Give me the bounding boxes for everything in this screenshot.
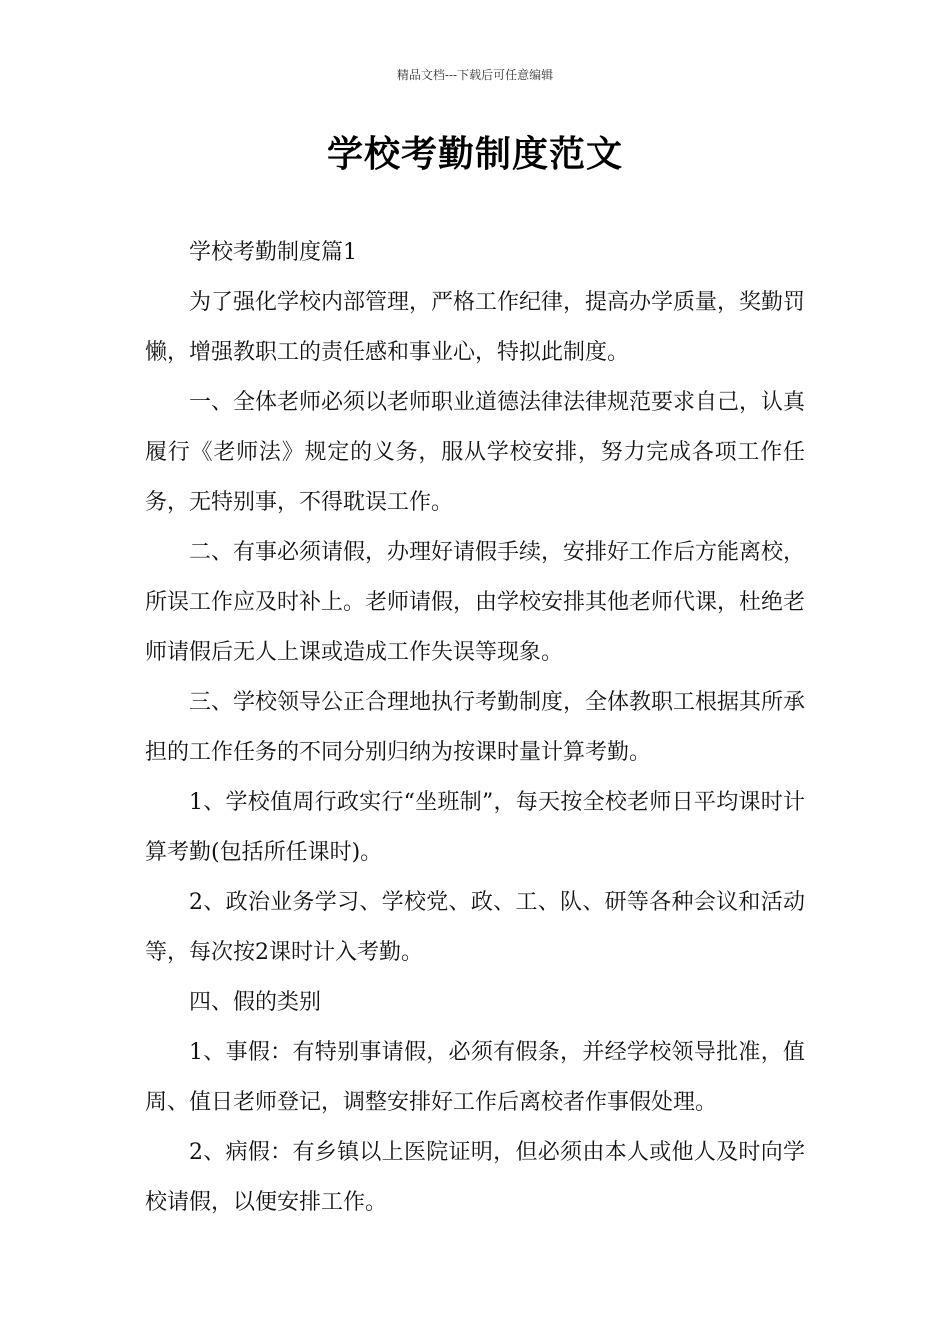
header-note: 精品文档---下载后可任意编辑 — [396, 68, 554, 82]
document-title: 学校考勤制度范文 — [326, 133, 623, 175]
paragraph: 2、病假：有乡镇以上医院证明，但必须由本人或他人及时向学校请假，以便安排工作。 — [145, 1140, 805, 1215]
paragraph: 三、学校领导公正合理地执行考勤制度，全体教职工根据其所承担的工作任务的不同分别归纳为按课时量计算考勤。 — [145, 690, 806, 765]
paragraph: 1、学校值周行政实行“坐班制”，每天按全校老师日平均课时计算考勤(包括所任课时)。 — [145, 790, 805, 865]
paragraph: 二、有事必须请假，办理好请假手续，安排好工作后方能离校，所误工作应及时补上。老师请假，由学校安排其他老师代课，杜绝老师请假后无人上课或造成工作失误等现象。 — [145, 540, 806, 665]
paragraph: 2、政治业务学习、学校党、政、工、队、研等各种会议和活动等，每次按2课时计入考勤。 — [145, 890, 805, 965]
document-body — [145, 228, 805, 1228]
section-heading: 四、假的类别 — [189, 990, 322, 1015]
section-heading: 学校考勤制度篇1 — [189, 240, 357, 265]
paragraph: 一、全体老师必须以老师职业道德法律法律规范要求自己，认真履行《老师法》规定的义务，服从学校安排，努力完成各项工作任务，无特别事，不得耽误工作。 — [145, 390, 806, 515]
paragraph: 1、事假：有特别事请假，必须有假条，并经学校领导批准，值周、值日老师登记，调整安排好工作后离校者作事假处理。 — [145, 1040, 805, 1115]
paragraph: 为了强化学校内部管理，严格工作纪律，提高办学质量，奖勤罚懒，增强教职工的责任感和事业心，特拟此制度。 — [145, 290, 806, 365]
